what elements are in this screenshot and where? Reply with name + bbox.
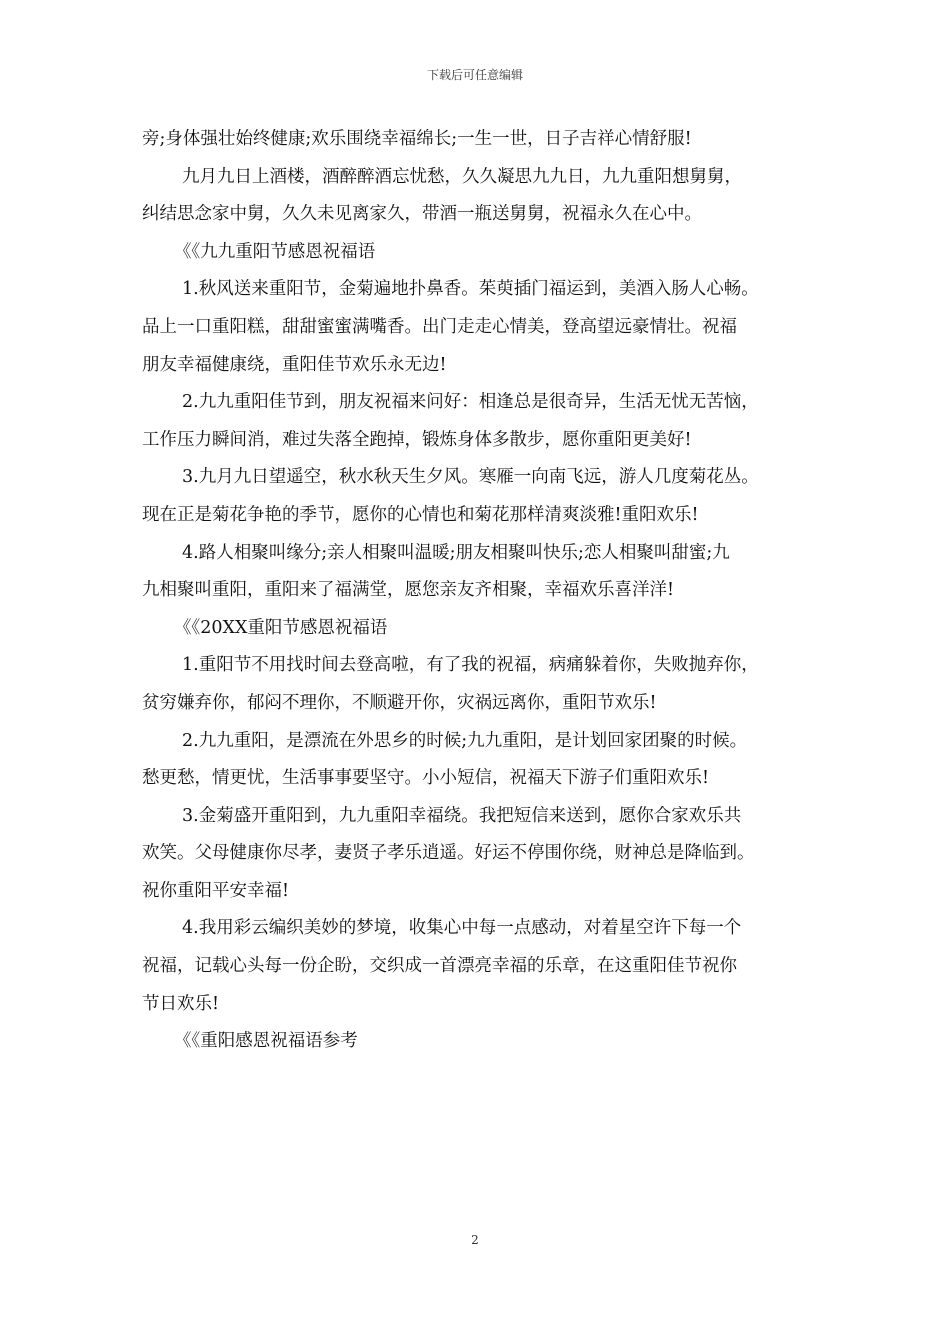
paragraph-line: 愁更愁，情更忧，生活事事要坚守。小小短信，祝福天下游子们重阳欢乐! <box>142 768 710 789</box>
paragraph-line: 2.九九重阳佳节到，朋友祝福来问好：相逢总是很奇异，生活无忧无苦恼， <box>182 392 759 413</box>
paragraph-line: 1.秋风送来重阳节，金菊遍地扑鼻香。茱萸插门福运到，美酒入肠人心畅。 <box>182 279 759 300</box>
section-heading: 《《20XX重阳节感恩祝福语 <box>174 617 388 638</box>
paragraph-line: 节日欢乐! <box>142 993 220 1014</box>
paragraph-line: 4.路人相聚叫缘分;亲人相聚叫温暖;朋友相聚叫快乐;恋人相聚叫甜蜜;九 <box>182 542 730 563</box>
paragraph-line: 3.九月九日望遥空，秋水秋天生夕风。寒雁一向南飞远，游人几度菊花丛。 <box>182 467 759 488</box>
paragraph-line: 4.我用彩云编织美妙的梦境，收集心中每一点感动，对着星空许下每一个 <box>182 918 742 939</box>
document-body <box>142 121 822 1061</box>
paragraph-line: 九相聚叫重阳，重阳来了福满堂，愿您亲友齐相聚，幸福欢乐喜洋洋! <box>142 580 675 601</box>
paragraph-line: 工作压力瞬间消，难过失落全跑掉，锻炼身体多散步，愿你重阳更美好! <box>142 429 692 450</box>
paragraph-line: 九月九日上酒楼，酒醉醉酒忘忧愁，久久凝思九九日，九九重阳想舅舅， <box>182 166 742 187</box>
paragraph-line: 品上一口重阳糕，甜甜蜜蜜满嘴香。出门走走心情美，登高望远豪情壮。祝福 <box>142 316 737 337</box>
paragraph-line: 欢笑。父母健康你尽孝，妻贤子孝乐逍遥。好运不停围你绕，财神总是降临到。 <box>142 843 755 864</box>
page-header: 下载后可任意编辑 <box>426 68 523 82</box>
paragraph-line: 贫穷嫌弃你，郁闷不理你，不顺避开你，灾祸远离你，重阳节欢乐! <box>142 692 657 713</box>
paragraph-line: 2.九九重阳，是漂流在外思乡的时候;九九重阳，是计划回家团聚的时候。 <box>182 730 748 751</box>
paragraph-line: 3.金菊盛开重阳到，九九重阳幸福绕。我把短信来送到，愿你合家欢乐共 <box>182 805 742 826</box>
paragraph-line: 旁;身体强壮始终健康;欢乐围绕幸福绵长;一生一世，日子吉祥心情舒服! <box>142 129 692 149</box>
paragraph-line: 祝你重阳平安幸福! <box>142 880 290 901</box>
page-number: 2 <box>471 1233 479 1247</box>
paragraph-line: 1.重阳节不用找时间去登高啦，有了我的祝福，病痛躲着你，失败抛弃你， <box>182 655 759 676</box>
paragraph-line: 祝福，记载心头每一份企盼，交织成一首漂亮幸福的乐章，在这重阳佳节祝你 <box>142 956 737 977</box>
paragraph-line: 纠结思念家中舅，久久未见离家久，带酒一瓶送舅舅，祝福永久在心中。 <box>142 204 702 225</box>
section-heading: 《《九九重阳节感恩祝福语 <box>174 241 376 262</box>
section-heading: 《《重阳感恩祝福语参考 <box>174 1031 358 1052</box>
paragraph-line: 朋友幸福健康绕，重阳佳节欢乐永无边! <box>142 354 447 375</box>
paragraph-line: 现在正是菊花争艳的季节，愿你的心情也和菊花那样清爽淡雅!重阳欢乐! <box>142 504 699 525</box>
